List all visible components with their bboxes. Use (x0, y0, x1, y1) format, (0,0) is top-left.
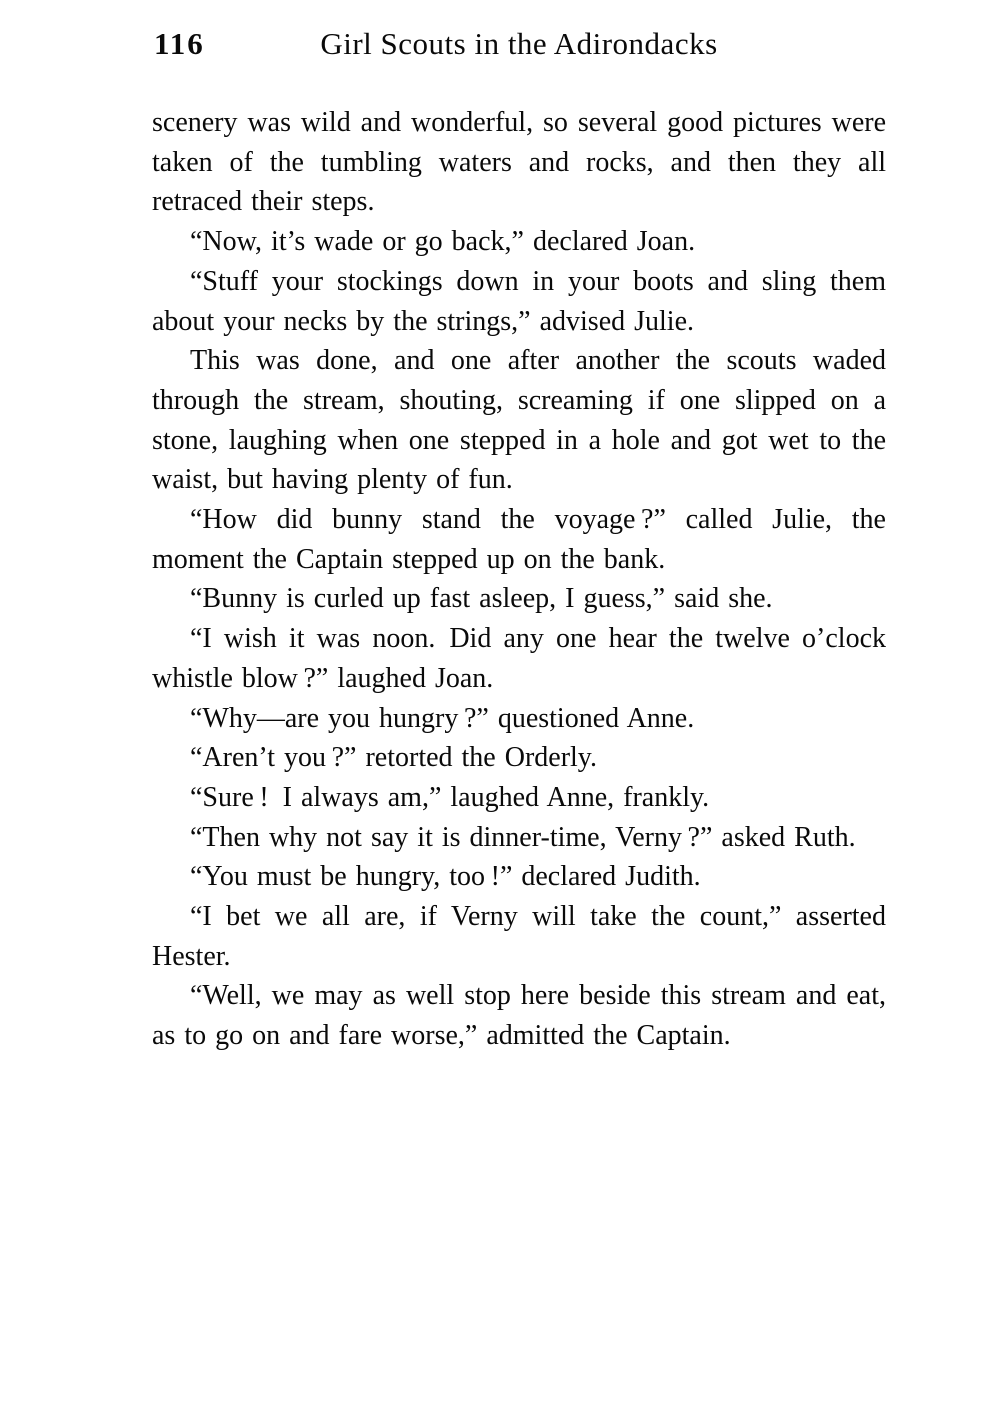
paragraph: “Bunny is curled up fast asleep, I guess,” said she. (190, 583, 773, 615)
paragraph: “Why—are you hungry ?” questioned Anne. (190, 702, 695, 734)
paragraph: “Well, we may as well stop here beside this stream and eat, as to go on and fare worse,” admitted the Captain. (152, 980, 886, 1052)
paragraph: “Aren’t you ?” retorted the Orderly. (190, 742, 597, 774)
running-head (152, 26, 886, 72)
paragraph: scenery was wild and wonderful, so several good pictures were taken of the tumbling waters and rocks, and then they all retraced their steps. (152, 107, 886, 218)
paragraph: “I bet we all are, if Verny will take the count,” asserted Hester. (152, 901, 886, 972)
body-text (152, 103, 886, 1056)
paragraph: “How did bunny stand the voyage ?” called Julie, the moment the Captain stepped up on the bank. (152, 504, 886, 575)
paragraph: This was done, and one after another the scouts waded through the stream, shouting, screaming if one slipped on a stone, laughing when one stepped in a hole and got wet to the waist, but having plenty of fun. (152, 345, 886, 496)
paragraph: “Then why not say it is dinner-time, Verny ?” asked Ruth. (190, 821, 856, 853)
page-number: 116 (154, 26, 205, 61)
text-block (152, 26, 886, 1056)
paragraph: “Stuff your stockings down in your boots and sling them about your necks by the strings,” advised Julie. (152, 265, 886, 337)
paragraph: “You must be hungry, too !” declared Judith. (190, 861, 701, 893)
paragraph: “Sure ! I always am,” laughed Anne, frankly. (190, 781, 710, 813)
paragraph: “Now, it’s wade or go back,” declared Joan. (190, 226, 696, 258)
running-title: Girl Scouts in the Adirondacks (320, 26, 718, 61)
paragraph: “I wish it was noon. Did any one hear the twelve o’clock whistle blow ?” laughed Joan. (152, 623, 886, 694)
